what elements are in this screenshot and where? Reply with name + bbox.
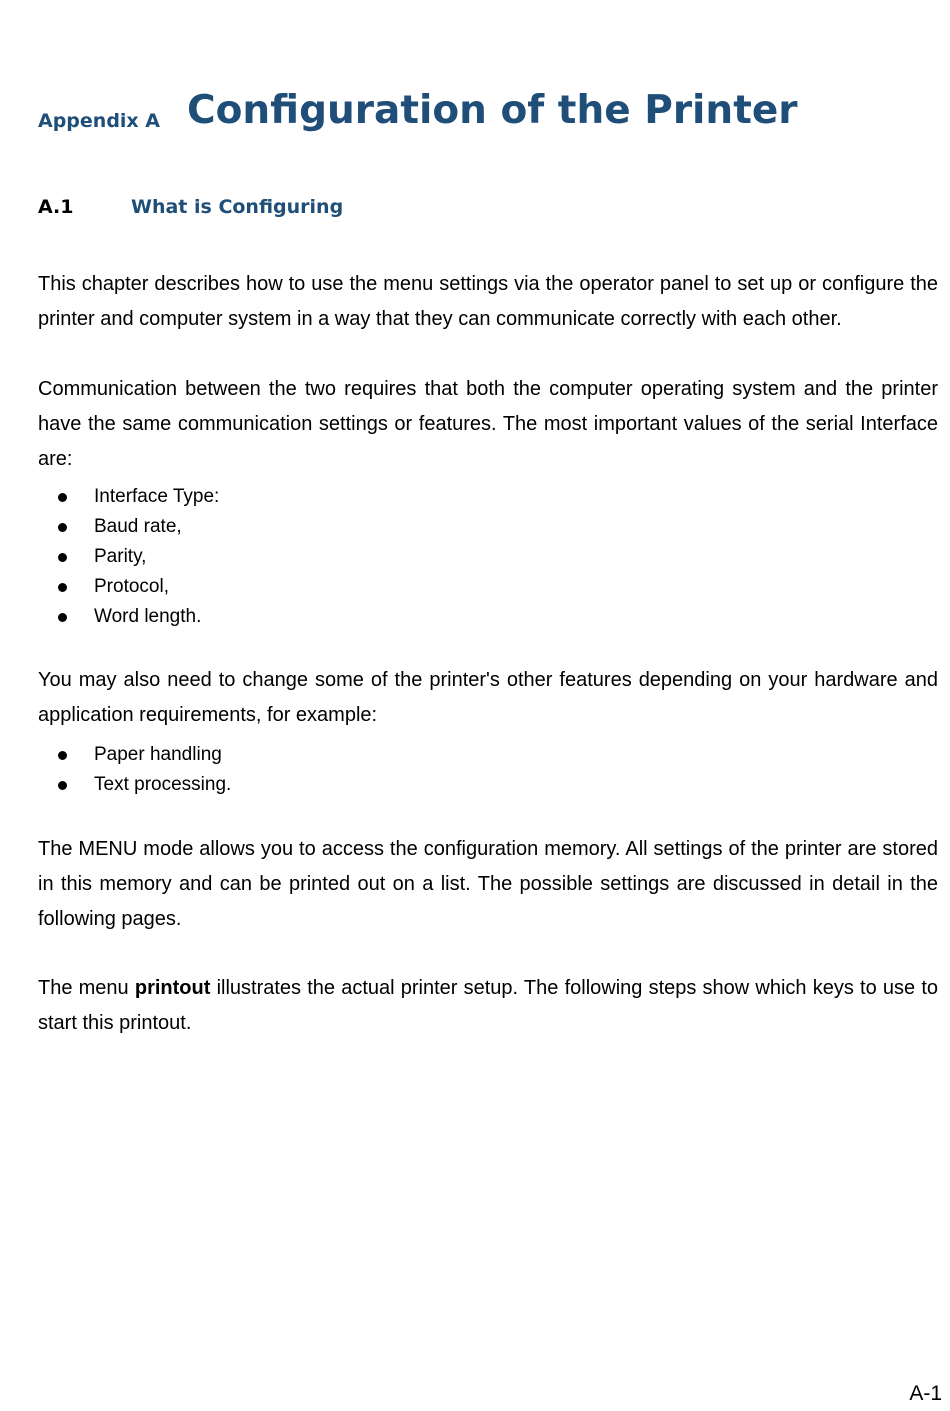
paragraph-printout-end: illustrates the actual printer setup. The following steps show which keys to use to start this printout. [38, 977, 938, 1034]
list-item [38, 572, 938, 602]
list-item-text: Baud rate, [94, 516, 182, 537]
section-number: A.1 [38, 196, 74, 218]
paragraph-communication: Communication between the two requires that both the computer operating system and the printer have the same communication settings or features. The most important values of the serial Interface are: [38, 378, 938, 470]
list-item-text: Interface Type: [94, 486, 220, 507]
list-item-text: Paper handling [94, 744, 222, 765]
list-item [38, 602, 938, 632]
paragraph-printout [38, 971, 938, 1041]
bullet-icon [58, 751, 67, 760]
other-features-list [38, 740, 938, 800]
paragraph-printout-start: The menu [38, 977, 135, 999]
bullet-icon [58, 523, 67, 532]
paragraph-menu-mode: The MENU mode allows you to access the configuration memory. All settings of the printer are stored in this memory and can be printed out on a list. The possible settings are discussed in detail in the following pages. [38, 838, 938, 930]
section-title: What is Configuring [131, 196, 344, 218]
page-number: A-1 [909, 1382, 942, 1405]
list-item-text: Parity, [94, 546, 147, 567]
list-item [38, 740, 938, 770]
interface-values-list [38, 482, 938, 632]
bullet-icon [58, 553, 67, 562]
section-heading [38, 196, 938, 226]
list-item-text: Word length. [94, 606, 202, 627]
paragraph-other-features: You may also need to change some of the printer's other features depending on your hardware and application requirements, for example: [38, 669, 938, 726]
bullet-icon [58, 493, 67, 502]
printout-keyword: printout [134, 977, 211, 999]
bullet-icon [58, 613, 67, 622]
bullet-icon [58, 781, 67, 790]
bullet-icon [58, 583, 67, 592]
list-item-text: Protocol, [94, 576, 169, 597]
list-item [38, 542, 938, 572]
paragraph-intro: This chapter describes how to use the menu settings via the operator panel to set up or configure the printer and computer system in a way that they can communicate correctly with each other. [38, 273, 938, 330]
list-item [38, 482, 938, 512]
appendix-label: Appendix A [38, 110, 161, 132]
list-item-text: Text processing. [94, 774, 232, 795]
chapter-heading [38, 88, 938, 148]
list-item [38, 770, 938, 800]
list-item [38, 512, 938, 542]
chapter-title: Configuration of the Printer [187, 88, 798, 133]
